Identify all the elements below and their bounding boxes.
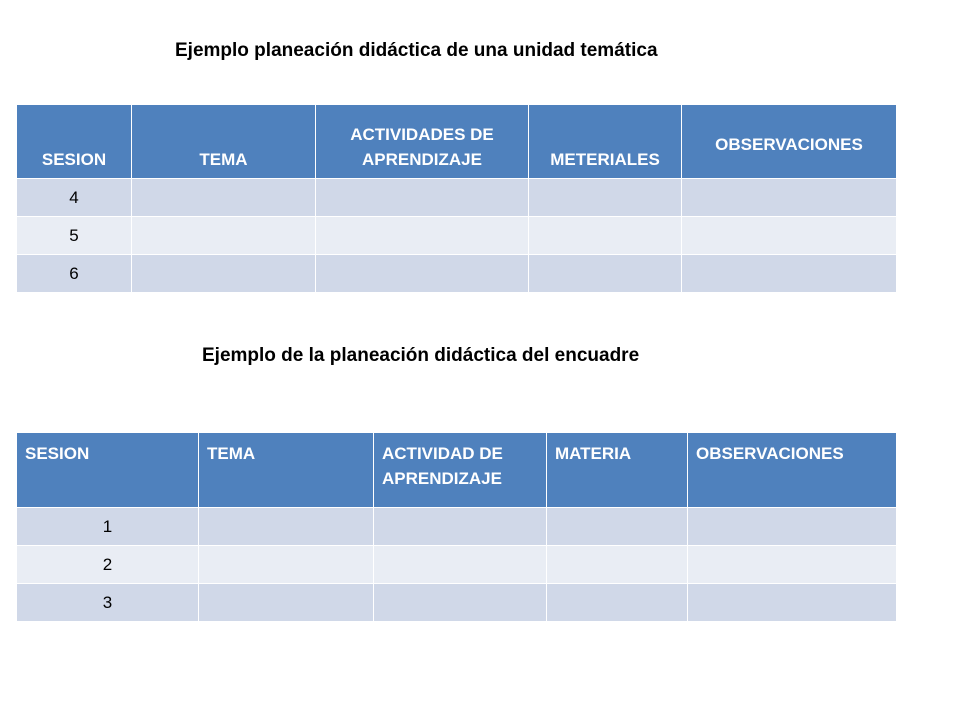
header-materia: MATERIA xyxy=(547,433,688,508)
cell-actividades xyxy=(316,255,529,293)
table-row xyxy=(17,546,897,584)
header-sesion: SESION xyxy=(17,105,132,179)
header-tema: TEMA xyxy=(132,105,316,179)
cell-sesion: 3 xyxy=(17,584,199,622)
cell-sesion: 5 xyxy=(17,217,132,255)
cell-sesion: 6 xyxy=(17,255,132,293)
cell-materiales xyxy=(529,217,682,255)
table-header-row xyxy=(17,433,897,508)
cell-tema xyxy=(199,584,374,622)
table-row xyxy=(17,508,897,546)
cell-materiales xyxy=(529,255,682,293)
cell-materia xyxy=(547,546,688,584)
cell-observaciones xyxy=(688,584,897,622)
table-row xyxy=(17,217,897,255)
header-materiales: METERIALES xyxy=(529,105,682,179)
cell-observaciones xyxy=(682,179,897,217)
header-observaciones: OBSERVACIONES xyxy=(682,105,897,179)
table-encuadre xyxy=(16,432,897,622)
cell-tema xyxy=(199,508,374,546)
cell-actividad xyxy=(374,508,547,546)
cell-observaciones xyxy=(688,546,897,584)
header-tema: TEMA xyxy=(199,433,374,508)
cell-sesion: 4 xyxy=(17,179,132,217)
header-actividad: ACTIVIDAD DE APRENDIZAJE xyxy=(374,433,547,508)
table-row xyxy=(17,584,897,622)
cell-observaciones xyxy=(682,255,897,293)
cell-tema xyxy=(132,179,316,217)
cell-materiales xyxy=(529,179,682,217)
cell-materia xyxy=(547,508,688,546)
cell-actividades xyxy=(316,217,529,255)
cell-sesion: 1 xyxy=(17,508,199,546)
cell-tema xyxy=(132,255,316,293)
cell-actividad xyxy=(374,584,547,622)
table-unidad-tematica xyxy=(16,104,897,293)
title-unidad-tematica: Ejemplo planeación didáctica de una unidad temática xyxy=(175,40,658,61)
cell-actividades xyxy=(316,179,529,217)
cell-tema xyxy=(132,217,316,255)
cell-observaciones xyxy=(688,508,897,546)
header-actividades: ACTIVIDADES DE APRENDIZAJE xyxy=(316,105,529,179)
table-row xyxy=(17,179,897,217)
header-sesion: SESION xyxy=(17,433,199,508)
cell-sesion: 2 xyxy=(17,546,199,584)
cell-actividad xyxy=(374,546,547,584)
cell-observaciones xyxy=(682,217,897,255)
table-row xyxy=(17,255,897,293)
table-header-row xyxy=(17,105,897,179)
header-observaciones: OBSERVACIONES xyxy=(688,433,897,508)
cell-tema xyxy=(199,546,374,584)
title-encuadre: Ejemplo de la planeación didáctica del encuadre xyxy=(202,345,640,366)
cell-materia xyxy=(547,584,688,622)
